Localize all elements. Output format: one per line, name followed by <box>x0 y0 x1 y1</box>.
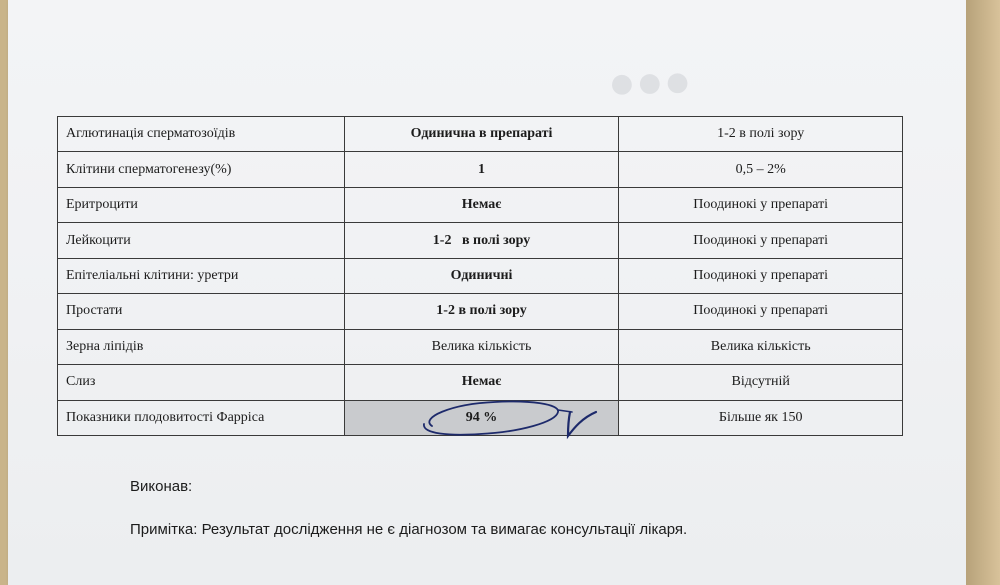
table-row <box>58 329 903 364</box>
table-row <box>58 294 903 329</box>
reference-value: Відсутній <box>619 365 903 400</box>
parameter-name: Еритроцити <box>58 187 345 222</box>
reference-value: Велика кількість <box>619 329 903 364</box>
table-row <box>58 117 903 152</box>
table-row <box>58 152 903 187</box>
result-value: Одинична в препараті <box>344 117 619 152</box>
parameter-name: Слиз <box>58 365 345 400</box>
results-table <box>57 116 903 436</box>
result-value: 1 <box>344 152 619 187</box>
result-value: Велика кількість <box>344 329 619 364</box>
parameter-name: Аглютинація сперматозоїдів <box>58 117 345 152</box>
desk-right-edge <box>966 0 1000 585</box>
result-value: 1-2 в полі зору <box>344 294 619 329</box>
table-row <box>58 365 903 400</box>
parameter-name: Показники плодовитості Фарріса <box>58 400 345 436</box>
parameter-name: Лейкоцити <box>58 223 345 258</box>
reference-value: Поодинокі у препараті <box>619 294 903 329</box>
parameter-name: Простати <box>58 294 345 329</box>
result-value: Одиничні <box>344 258 619 293</box>
performed-by-label: Виконав: <box>130 478 193 495</box>
reference-value: Поодинокі у препараті <box>619 258 903 293</box>
table-row <box>58 258 903 293</box>
desk-left-edge <box>0 0 8 585</box>
parameter-name: Клітини сперматогенезу(%) <box>58 152 345 187</box>
parameter-name: Епітеліальні клітини: уретри <box>58 258 345 293</box>
reference-value: Поодинокі у препараті <box>619 223 903 258</box>
reference-value: 1-2 в полі зору <box>619 117 903 152</box>
result-value: Немає <box>344 365 619 400</box>
disclaimer-note: Примітка: Результат дослідження не є діагнозом та вимагає консультації лікаря. <box>130 521 688 538</box>
result-value: Немає <box>344 187 619 222</box>
handwritten-circle-and-check-icon <box>410 396 610 444</box>
result-value: 1-2 в полі зору <box>344 223 619 258</box>
result-value: 94 % <box>344 400 619 436</box>
reference-value: Більше як 150 <box>619 400 903 436</box>
reference-value: 0,5 – 2% <box>619 152 903 187</box>
table-row <box>58 187 903 222</box>
reference-value: Поодинокі у препараті <box>619 187 903 222</box>
bleed-through-logo: ●●● <box>607 54 693 109</box>
parameter-name: Зерна ліпідів <box>58 329 345 364</box>
table-row <box>58 223 903 258</box>
